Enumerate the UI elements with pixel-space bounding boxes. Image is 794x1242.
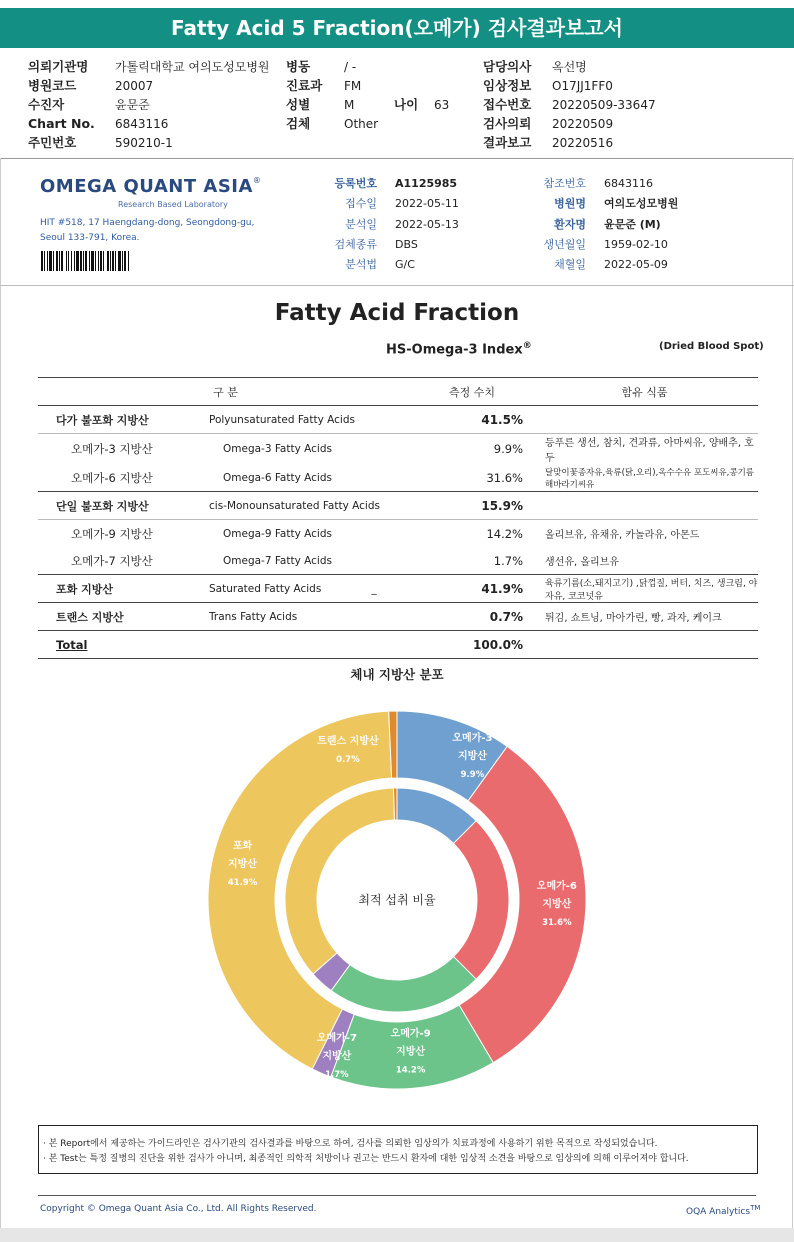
lab-info-left [300, 172, 520, 273]
lab-info-label: 접수일 [345, 197, 377, 211]
row-en-text: Saturated Fatty Acids [209, 582, 322, 595]
slice-name-label: 오메가-9 [390, 1028, 431, 1040]
barcode-bar [61, 251, 63, 271]
barcode-bar [44, 251, 45, 271]
table-row [38, 575, 758, 603]
barcode-bar [89, 251, 90, 271]
total-label: Total [38, 631, 209, 659]
field-label: 성별 [286, 97, 311, 112]
barcode-bar [74, 251, 75, 271]
lab-info-value: 1959-02-10 [604, 237, 668, 251]
divider [0, 285, 794, 286]
inner-slice [454, 821, 509, 979]
barcode-bar [71, 251, 72, 271]
slice-value-label: 41.9% [227, 877, 258, 888]
header-row [286, 75, 476, 94]
slice-name-label: 오메가-7 [316, 1033, 357, 1045]
field-value: 6843116 [115, 117, 169, 131]
header-row [286, 113, 476, 132]
lab-info-label: 채혈일 [554, 258, 586, 272]
barcode-bar [49, 251, 52, 271]
row-foods [531, 406, 758, 434]
header-row [28, 132, 288, 151]
header-mid [286, 56, 476, 132]
lab-info-row [500, 192, 760, 212]
field-value: 20007 [115, 79, 154, 93]
barcode-bar [76, 251, 79, 271]
row-en-name: Omega-9 Fatty Acids [209, 520, 413, 548]
slice-name-label: 지방산 [227, 858, 257, 870]
lab-address-line: Seoul 133-791, Korea. [40, 233, 140, 243]
header-row [28, 94, 288, 113]
slice-name-label: 지방산 [542, 899, 572, 911]
row-en-name: Omega-6 Fatty Acids [223, 471, 332, 484]
barcode-bar [85, 251, 87, 271]
total-empty [531, 631, 758, 659]
chart-title: 체내 지방산 분포 [350, 667, 444, 682]
total-empty [209, 631, 413, 659]
row-en-name: Omega-3 Fatty Acids [209, 434, 413, 465]
slice-name-label: 지방산 [396, 1046, 426, 1058]
row-value: 41.9% [413, 575, 531, 603]
lab-info-label: 병원명 [554, 197, 586, 211]
header-row [483, 56, 783, 75]
slice-value-label: 0.7% [336, 754, 360, 765]
lab-info-row [500, 172, 760, 192]
section-title: Fatty Acid Fraction [274, 300, 520, 326]
table-row [38, 434, 758, 465]
slice-name-label: 오메가-3 [452, 732, 493, 744]
bottom-edge [0, 1228, 794, 1242]
field-label: 수진자 [28, 97, 65, 112]
header-foods: 함유 식품 [531, 378, 758, 406]
row-foods: 달맞이꽃종자유,육류(닭,오리),옥수수유 포도씨유,콩기름 해바라기씨유 [545, 467, 754, 490]
barcode [41, 251, 175, 271]
barcode-bar [118, 251, 121, 271]
slice-value-label: 31.6% [542, 918, 572, 929]
lab-info-value: 2022-05-09 [604, 258, 668, 272]
slice-name-label: 트랜스 지방산 [317, 735, 379, 747]
row-kr-name: 다가 불포화 지방산 [56, 413, 149, 427]
row-value: 1.7% [493, 553, 523, 568]
header-row [483, 75, 783, 94]
inner-slice [331, 957, 476, 1012]
lab-info-label: 분석일 [345, 217, 377, 231]
field-value: FM [344, 79, 362, 93]
barcode-bar [83, 251, 84, 271]
field-value: 옥선명 [552, 60, 587, 74]
barcode-bar [112, 251, 114, 271]
sample-type: (Dried Blood Spot) [659, 341, 764, 352]
header-value: 측정 수치 [413, 378, 531, 406]
age-value: 63 [434, 98, 450, 112]
header-row [286, 94, 476, 113]
row-kr-name: 오메가-9 지방산 [38, 520, 209, 548]
slice-value-label: 1.7% [325, 1070, 349, 1081]
barcode-bar [59, 251, 60, 271]
lab-info-label: 생년월일 [543, 237, 586, 251]
row-foods [531, 492, 758, 520]
lab-subtitle: Research Based Laboratory [118, 200, 228, 209]
row-value: 41.5% [481, 412, 523, 427]
row-kr-name: 오메가-6 지방산 [71, 470, 153, 485]
header-category: 구 분 [38, 378, 413, 406]
lab-info-label: 환자명 [554, 217, 586, 231]
barcode-bar [91, 251, 94, 271]
note-line: · 본 Report에서 제공하는 가이드라인은 검사기관의 검사결과를 바탕으로 하여, 검사를 의뢰한 임상의가 치료과정에 사용하기 위한 목적으로 작성되었습니다. [43, 1139, 658, 1149]
header-row [483, 94, 783, 113]
barcode-bar [56, 251, 58, 271]
lab-info-row [500, 213, 760, 233]
lab-reg-mark: ® [252, 176, 261, 185]
slice-value-label: 14.2% [395, 1065, 426, 1076]
lab-info-row [300, 233, 520, 253]
row-value: 14.2% [413, 520, 531, 548]
row-foods: 튀김, 쇼트닝, 마아가린, 빵, 과자, 케이크 [531, 603, 758, 631]
lab-info-value: 6843116 [604, 177, 653, 190]
brand-tm: TM [750, 1204, 761, 1212]
lab-info-row [300, 213, 520, 233]
field-value: 20220509 [552, 117, 614, 131]
row-value: 0.7% [413, 603, 531, 631]
barcode-bar [128, 251, 129, 271]
barcode-bar [115, 251, 116, 271]
field-value: 590210-1 [115, 136, 173, 150]
field-label: 주민번호 [28, 135, 77, 150]
barcode-bar [122, 251, 123, 271]
copyright: Copyright © Omega Quant Asia Co., Ltd. All Rights Reserved. [40, 1204, 317, 1214]
field-value: 가톨릭대학교 여의도성모병원 [115, 60, 270, 74]
field-label: 임상정보 [483, 78, 532, 93]
lab-info-value: 2022-05-11 [395, 197, 459, 211]
barcode-bar [66, 251, 67, 271]
barcode-bar [103, 251, 104, 271]
center-label: 최적 섭취 비율 [358, 893, 436, 907]
barcode-bar [110, 251, 111, 271]
table-row [38, 464, 758, 492]
barcode-bar [107, 251, 109, 271]
field-label: 접수번호 [483, 97, 532, 112]
lab-info-row [500, 253, 760, 273]
lab-info-row [500, 233, 760, 253]
row-value: 31.6% [486, 470, 523, 485]
table-row [38, 547, 758, 575]
lab-info-value: A1125985 [395, 177, 458, 190]
brand [686, 1204, 760, 1217]
lab-info-label: 검체종류 [334, 237, 377, 251]
header-right [483, 56, 783, 151]
lab-info-label: 참조번호 [543, 177, 586, 190]
divider [38, 1195, 756, 1196]
index-title [386, 341, 532, 357]
index-label: HS-Omega-3 Index [386, 342, 523, 358]
lab-info-label: 분석법 [345, 258, 377, 272]
table-header-row [38, 378, 758, 406]
header-row [28, 56, 288, 75]
barcode-bar [68, 251, 69, 271]
lab-info-value: 2022-05-13 [395, 217, 459, 231]
divider [0, 158, 794, 159]
slice-name-label: 지방산 [457, 750, 487, 762]
table-row [38, 520, 758, 548]
field-label: 검체 [286, 116, 311, 131]
lab-address-line: HIT #518, 17 Haengdang-dong, Seongdong-gu, [40, 218, 255, 228]
report-title: Fatty Acid 5 Fraction(오메가) 검사결과보고서 [0, 8, 794, 48]
header-left [28, 56, 288, 151]
brand-name: OQA Analytics [686, 1207, 751, 1217]
slice-name-label: 포화 [232, 840, 253, 852]
fatty-acid-donut-chart [197, 700, 597, 1100]
field-value: 20220509-33647 [552, 98, 656, 112]
slice-name-label: 지방산 [322, 1051, 352, 1063]
lab-info-value: 윤문준 (M) [604, 217, 661, 231]
row-value: 15.9% [413, 492, 531, 520]
table-total-row [38, 631, 758, 659]
row-kr-name: 트랜스 지방산 [38, 603, 209, 631]
row-en-name: Trans Fatty Acids [209, 603, 413, 631]
row-value: 9.9% [413, 434, 531, 465]
barcode-bar [47, 251, 48, 271]
row-en-name: cis-Monounsaturated Fatty Acids [209, 492, 413, 520]
field-label: Chart No. [28, 116, 95, 131]
barcode-bar [124, 251, 126, 271]
fatty-acid-table [38, 377, 758, 659]
row-en-name: Omega-7 Fatty Acids [223, 554, 332, 567]
field-label: 진료과 [286, 78, 323, 93]
table-row [38, 603, 758, 631]
header-row [483, 113, 783, 132]
field-value: Other [344, 117, 379, 131]
inner-slice [393, 788, 397, 820]
field-label: 의뢰기관명 [28, 59, 89, 74]
lab-info-row [300, 253, 520, 273]
lab-info-row [300, 172, 520, 192]
field-label: 병동 [286, 59, 311, 74]
field-label: 병원코드 [28, 78, 77, 93]
age-label: 나이 [394, 97, 419, 112]
barcode-bar [80, 251, 82, 271]
row-foods: 육류기름(소,돼지고기) ,닭껍질, 버터, 치즈, 생크림, 야자유, 코코넛유 [531, 575, 758, 603]
lab-logo [40, 176, 261, 197]
row-kr-name: 포화 지방산 [38, 575, 209, 603]
row-foods: 등푸른 생선, 참치, 견과류, 아마씨유, 양배추, 호두 [531, 434, 758, 465]
row-kr-name: 오메가-3 지방산 [38, 434, 209, 465]
total-value: 100.0% [413, 631, 531, 659]
barcode-bar [53, 251, 54, 271]
lab-info-value: 여의도성모병원 [604, 197, 679, 211]
header-row [28, 75, 288, 94]
header-row [483, 132, 783, 151]
header-row [286, 56, 476, 75]
field-label: 결과보고 [483, 135, 532, 150]
slice-value-label: 9.9% [460, 769, 485, 780]
row-en-name: Polyunsaturated Fatty Acids [209, 413, 355, 426]
lab-info-row [300, 192, 520, 212]
barcode-bar [98, 251, 99, 271]
header-row [28, 113, 288, 132]
barcode-bar [41, 251, 43, 271]
barcode-bar [95, 251, 96, 271]
barcode-bar [100, 251, 102, 271]
lab-address [40, 216, 254, 246]
slice-name-label: 오메가-6 [536, 881, 577, 893]
row-kr-name: 단일 불포화 지방산 [38, 492, 209, 520]
field-value: 20220516 [552, 136, 614, 150]
field-value: M [344, 98, 355, 112]
lab-info-value: DBS [395, 237, 418, 251]
row-foods: 생선유, 올리브유 [545, 557, 619, 568]
row-kr-name: 오메가-7 지방산 [71, 553, 153, 568]
note-line: · 본 Test는 특정 질병의 진단을 위한 검사가 아니며, 최종적인 의학적 처방이나 권고는 반드시 환자에 대한 임상적 소견을 바탕으로 임상의에 의해 이루어져야 합니다. [43, 1154, 689, 1164]
lab-info-label: 등록번호 [334, 177, 377, 190]
notes-box [38, 1125, 758, 1174]
lab-info-right [500, 172, 760, 273]
index-reg-mark: ® [522, 341, 532, 351]
row-mark: _ [371, 582, 377, 595]
field-label: 검사의뢰 [483, 116, 532, 131]
field-value: 윤문준 [115, 98, 150, 112]
table-row [38, 406, 758, 434]
field-label: 담당의사 [483, 59, 532, 74]
lab-info-value: G/C [395, 258, 415, 272]
row-foods: 올리브유, 유채유, 카놀라유, 아몬드 [531, 520, 758, 548]
row-en-name [209, 575, 413, 603]
field-value: O17JJ1FF0 [552, 79, 613, 93]
field-value: / - [344, 60, 357, 74]
lab-name: OMEGA QUANT ASIA [40, 176, 253, 197]
table-row [38, 492, 758, 520]
